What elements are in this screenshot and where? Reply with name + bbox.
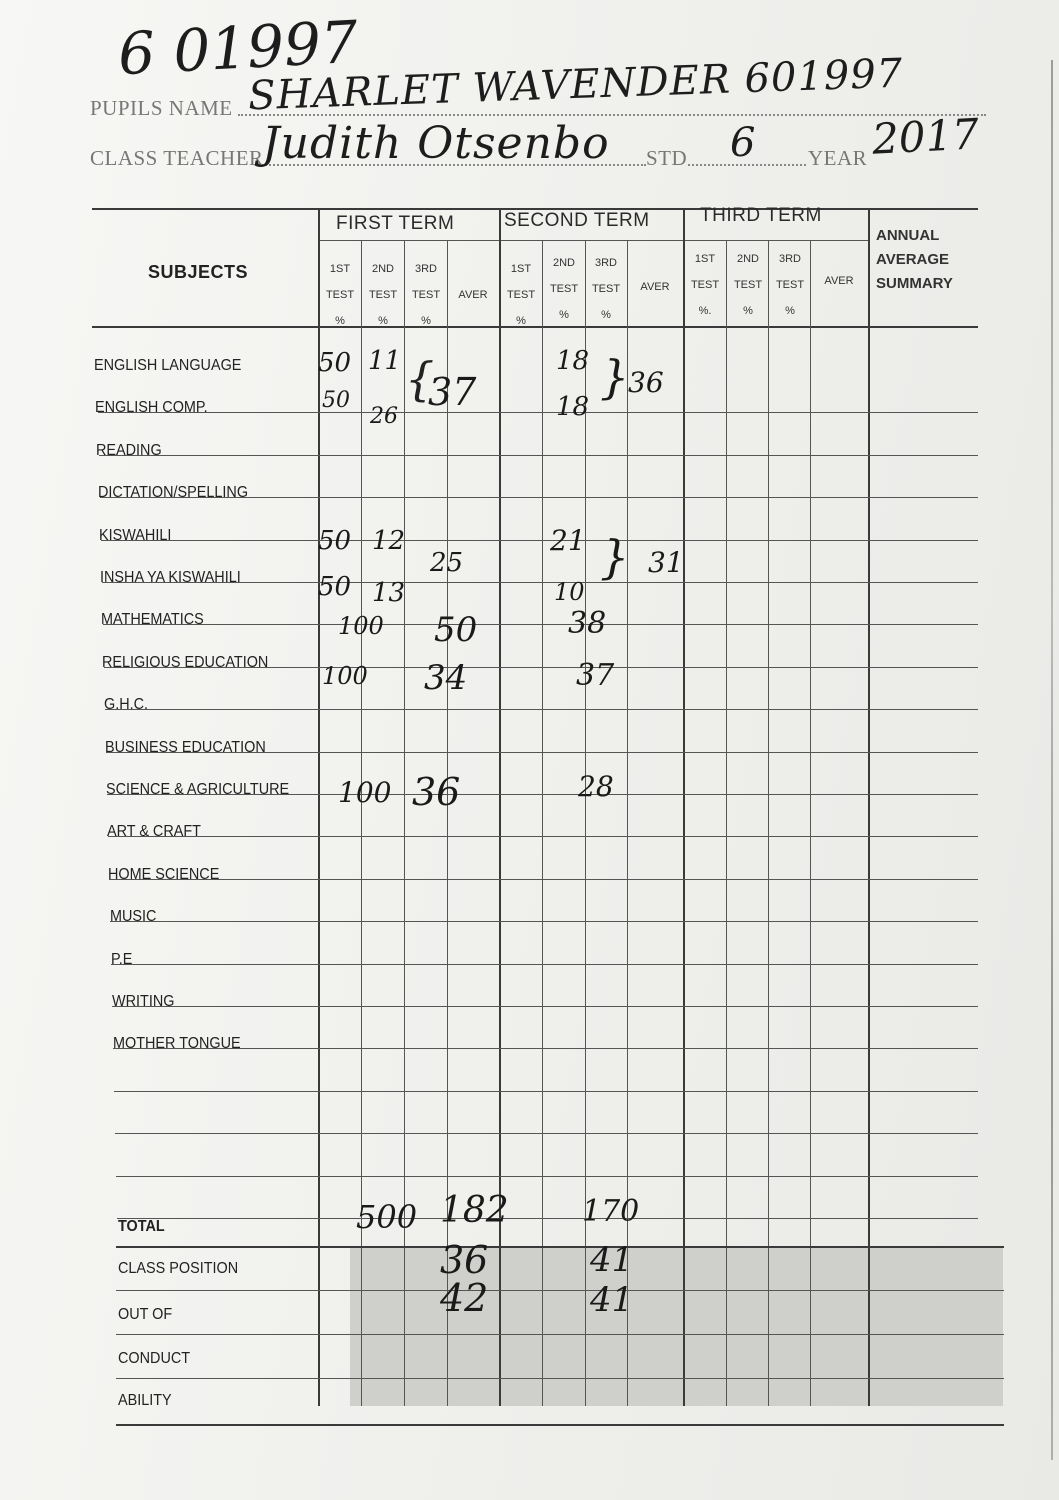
english-out-of: 50	[318, 348, 352, 378]
t1-test2-header: 2ND TEST %	[368, 263, 398, 327]
science-term1: 36	[412, 770, 461, 814]
t3-aver-header: AVER	[824, 275, 854, 287]
english-comp-out-of: 50	[322, 388, 350, 413]
math-term2: 38	[568, 606, 607, 641]
marks-table: SUBJECTS FIRST TERM SECOND TERM THIRD TERM ANNUAL AVERAGE SUMMARY 1ST TEST % 2ND TEST % 3RD TEST % AVER 1ST TEST % 2ND TEST % 3RD TEST % AVER 1ST TEST %. 2ND TEST % 3RD TEST % AVER ENGLISH LANGUAGE ENGLISH COMP. READING DICTATION/SPELLING KISWAHILI INSHA YA KISWAHILI MATHEMATICS RELIGIOUS EDUCATION G.H.C. BUSINESS EDUCATION SCIENCE & AGRICULTURE ART & CRAFT HOME SCIENCE MUSIC P.E WRITING MOTHER TONGUE TOTAL CLASS POSITION OUT OF CONDUCT ABILITY 50 11 50 26 { 37 18 18 } 36 50 12 50 13 25 21 10 } 31 100 50 38 100 34 37 100 36 28 500 182 170 36 41 42 41	[0, 0, 1059, 1500]
pupil-name-label: PUPILS NAME	[90, 96, 233, 120]
annual-label: ANNUAL	[876, 227, 940, 244]
class-position-term2: 41	[590, 1240, 634, 1280]
class-teacher-label: CLASS TEACHER	[90, 146, 264, 170]
summary-label: CLASS POSITION	[118, 1260, 239, 1277]
subject-label: SCIENCE & AGRICULTURE	[106, 781, 290, 798]
t1-aver-header: AVER	[458, 289, 488, 301]
row-line	[113, 1048, 978, 1049]
row-line	[115, 1133, 978, 1134]
subject-label: G.H.C.	[103, 696, 148, 713]
t1-test1-header: 1ST TEST %	[325, 263, 355, 327]
subject-label: INSHA YA KISWAHILI	[100, 569, 241, 586]
english-term1-test1: 11	[368, 346, 402, 376]
row-line	[116, 1176, 978, 1177]
pupil-number: 6 01997	[116, 7, 360, 89]
subject-label: READING	[96, 442, 163, 459]
subject-label: RELIGIOUS EDUCATION	[102, 654, 269, 671]
std-value: 6	[730, 120, 756, 166]
t3-test2-header: 2ND TEST %	[733, 253, 763, 317]
row-line	[117, 1218, 978, 1219]
science-out-of: 100	[338, 776, 392, 809]
subject-label: DICTATION/SPELLING	[97, 484, 248, 501]
insha-term1-test1: 13	[372, 578, 406, 608]
total-out-of: 500	[356, 1198, 418, 1236]
total-term2: 170	[582, 1194, 640, 1229]
english-term2-average: 36	[628, 366, 664, 399]
insha-term2-test1: 10	[554, 578, 585, 606]
subjects-header: SUBJECTS	[148, 262, 249, 282]
subject-label: ENGLISH LANGUAGE	[94, 357, 242, 374]
subject-label: KISWAHILI	[98, 527, 172, 544]
row-line	[99, 455, 978, 456]
kiswahili-term1-average: 25	[430, 548, 464, 578]
out-of-term2: 41	[590, 1280, 634, 1320]
row-line	[109, 879, 978, 880]
t2-test1-header: 1ST TEST %	[506, 263, 536, 327]
row-line	[114, 1091, 978, 1092]
english-comp-term1-test1: 26	[370, 404, 398, 429]
kiswahili-term1-test1: 12	[372, 526, 406, 556]
out-of-term1: 42	[440, 1276, 489, 1320]
t2-test2-header: 2ND TEST %	[549, 257, 579, 321]
religious-term1: 34	[424, 658, 468, 698]
summary-row-line	[116, 1424, 1004, 1426]
row-line	[105, 709, 978, 710]
subject-label: ART & CRAFT	[107, 823, 202, 840]
subject-label: MATHEMATICS	[101, 611, 204, 628]
pupil-name: SHARLET WAVENDER 601997	[247, 50, 904, 120]
year-value: 2017	[870, 109, 981, 164]
summary-label: CONDUCT	[118, 1350, 191, 1367]
class-position-term1: 36	[440, 1238, 489, 1282]
t2-aver-header: AVER	[640, 281, 670, 293]
english-comp-term2-test1: 18	[556, 392, 590, 422]
religious-term2: 37	[576, 658, 615, 693]
t1-test3-header: 3RD TEST %	[411, 263, 441, 327]
t3-test1-header: 1ST TEST %.	[690, 253, 720, 317]
row-line	[101, 540, 978, 541]
t3-test3-header: 3RD TEST %	[775, 253, 805, 317]
row-line	[110, 921, 978, 922]
kiswahili-term2-test1: 21	[550, 524, 586, 557]
subject-label: ENGLISH COMP.	[95, 399, 208, 416]
english-term1-average: 37	[428, 370, 477, 414]
row-line	[112, 1006, 978, 1007]
summary-row-line	[116, 1246, 1004, 1248]
insha-out-of: 50	[318, 572, 352, 602]
kiswahili-out-of: 50	[318, 526, 352, 556]
row-line	[108, 836, 978, 837]
row-line	[111, 964, 978, 965]
summary-row-line	[116, 1290, 1004, 1291]
math-term1: 50	[434, 610, 478, 650]
summary-label: SUMMARY	[876, 275, 953, 292]
subject-label: WRITING	[112, 993, 175, 1010]
class-teacher-name: Judith Otsenbo	[262, 118, 610, 169]
summary-row-line	[116, 1334, 1004, 1335]
english-term2-test1: 18	[556, 346, 590, 376]
summary-row-line	[116, 1378, 1004, 1379]
second-term-header: SECOND TERM	[504, 210, 650, 231]
subject-label: P.E	[110, 951, 133, 968]
subject-label: HOME SCIENCE	[108, 866, 220, 883]
subject-label: BUSINESS EDUCATION	[104, 739, 266, 756]
subject-label: MOTHER TONGUE	[113, 1035, 241, 1052]
std-label: STD	[646, 146, 688, 170]
row-line	[103, 624, 978, 625]
kiswahili-term2-average: 31	[648, 546, 684, 579]
religious-out-of: 100	[322, 662, 368, 690]
total-term1: 182	[440, 1190, 509, 1231]
science-term2: 28	[578, 770, 614, 803]
t2-test3-header: 3RD TEST %	[591, 257, 621, 321]
first-term-header: FIRST TERM	[336, 213, 455, 234]
subject-label: MUSIC	[109, 908, 157, 925]
annual-average-summary-header	[876, 224, 953, 296]
summary-label: OUT OF	[118, 1306, 173, 1323]
math-out-of: 100	[338, 612, 384, 640]
year-label: YEAR	[808, 146, 868, 170]
average-label: AVERAGE	[876, 251, 950, 268]
third-term-header: THIRD TERM	[700, 205, 822, 226]
row-line	[98, 412, 978, 413]
summary-label: TOTAL	[118, 1218, 165, 1235]
summary-label: ABILITY	[118, 1392, 172, 1409]
